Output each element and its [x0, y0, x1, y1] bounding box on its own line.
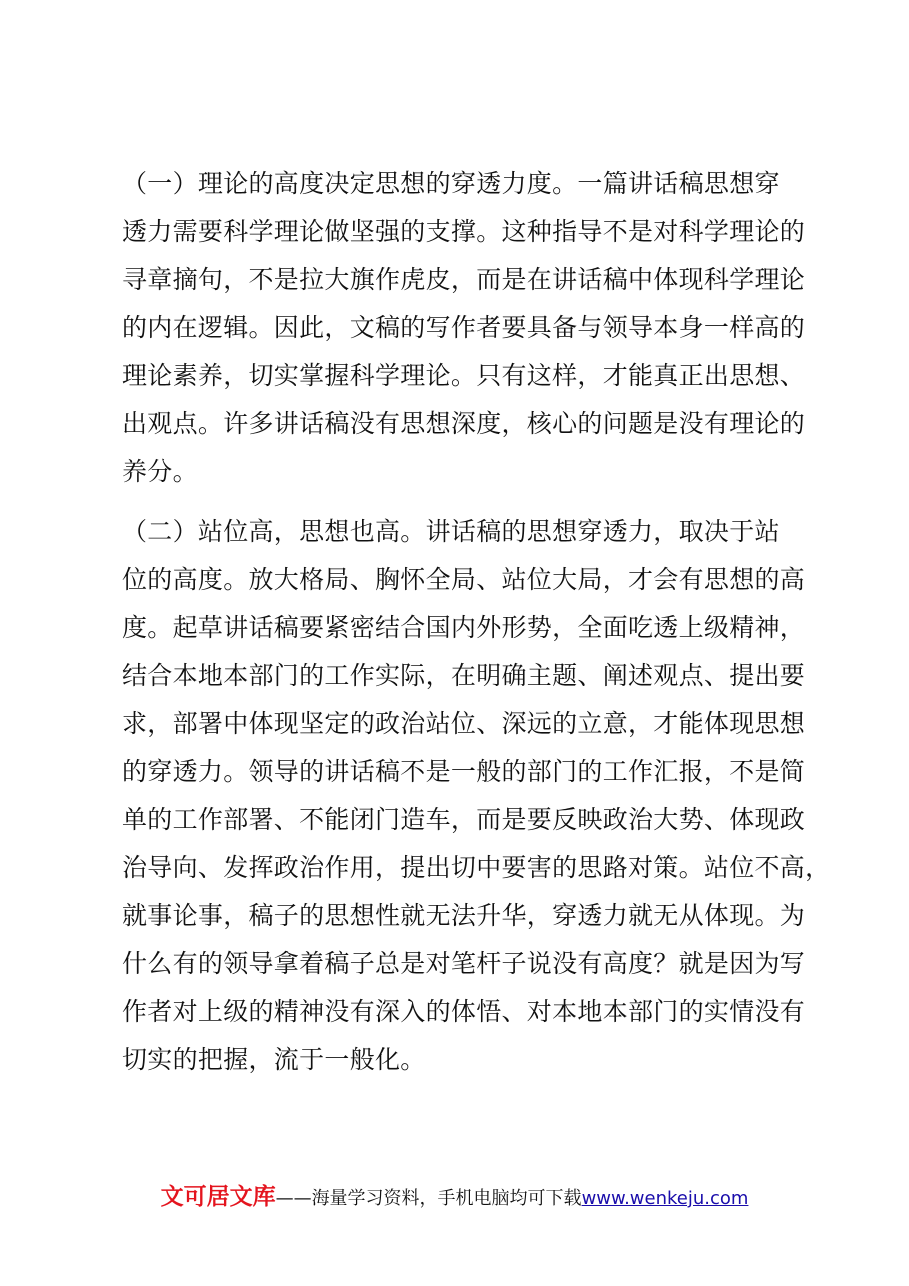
paragraph-line: 求，部署中体现坚定的政治站位、深远的立意，才能体现思想 — [122, 709, 806, 738]
paragraph-line: 作者对上级的精神没有深入的体悟、对本地本部门的实情没有 — [122, 997, 806, 1026]
paragraph-line: 理论素养，切实掌握科学理论。只有这样，才能真正出思想、 — [122, 361, 806, 390]
paragraph-line: 就事论事，稿子的思想性就无法升华，穿透力就无从体现。为 — [122, 901, 806, 930]
footer-tagline: ——海量学习资料，手机电脑均可下载 — [275, 1188, 582, 1209]
paragraph-line: 养分。 — [122, 457, 198, 486]
paragraph-line: 结合本地本部门的工作实际，在明确主题、阐述观点、提出要 — [122, 661, 806, 690]
paragraph-line: 寻章摘句，不是拉大旗作虎皮，而是在讲话稿中体现科学理论 — [122, 265, 806, 294]
paragraph-line: 位的高度。放大格局、胸怀全局、站位大局，才会有思想的高 — [122, 565, 806, 594]
paragraph-line: 切实的把握，流于一般化。 — [122, 1045, 426, 1074]
footer-banner — [0, 1178, 909, 1211]
footer-brand: 文可居文库 — [160, 1184, 276, 1210]
paragraph-line: （一）理论的高度决定思想的穿透力度。一篇讲话稿思想穿 — [122, 169, 780, 198]
paragraph-2 — [122, 508, 831, 1084]
paragraph-line: 的穿透力。领导的讲话稿不是一般的部门的工作汇报，不是简 — [122, 757, 806, 786]
paragraph-line: 出观点。许多讲话稿没有思想深度，核心的问题是没有理论的 — [122, 409, 806, 438]
paragraph-line: 度。起草讲话稿要紧密结合国内外形势，全面吃透上级精神， — [122, 613, 806, 642]
paragraph-line: 单的工作部署、不能闭门造车，而是要反映政治大势、体现政 — [122, 805, 806, 834]
paragraph-line: 透力需要科学理论做坚强的支撑。这种指导不是对科学理论的 — [122, 217, 806, 246]
paragraph-line: （二）站位高，思想也高。讲话稿的思想穿透力，取决于站 — [122, 517, 780, 546]
paragraph-line: 的内在逻辑。因此，文稿的写作者要具备与领导本身一样高的 — [122, 313, 806, 342]
footer-website-link[interactable]: www.wenkeju.com — [581, 1188, 749, 1209]
paragraph-line: 什么有的领导拿着稿子总是对笔杆子说没有高度？就是因为写 — [122, 949, 806, 978]
paragraph-1 — [122, 160, 806, 496]
paragraph-line: 治导向、发挥政治作用，提出切中要害的思路对策。站位不高， — [122, 853, 831, 882]
